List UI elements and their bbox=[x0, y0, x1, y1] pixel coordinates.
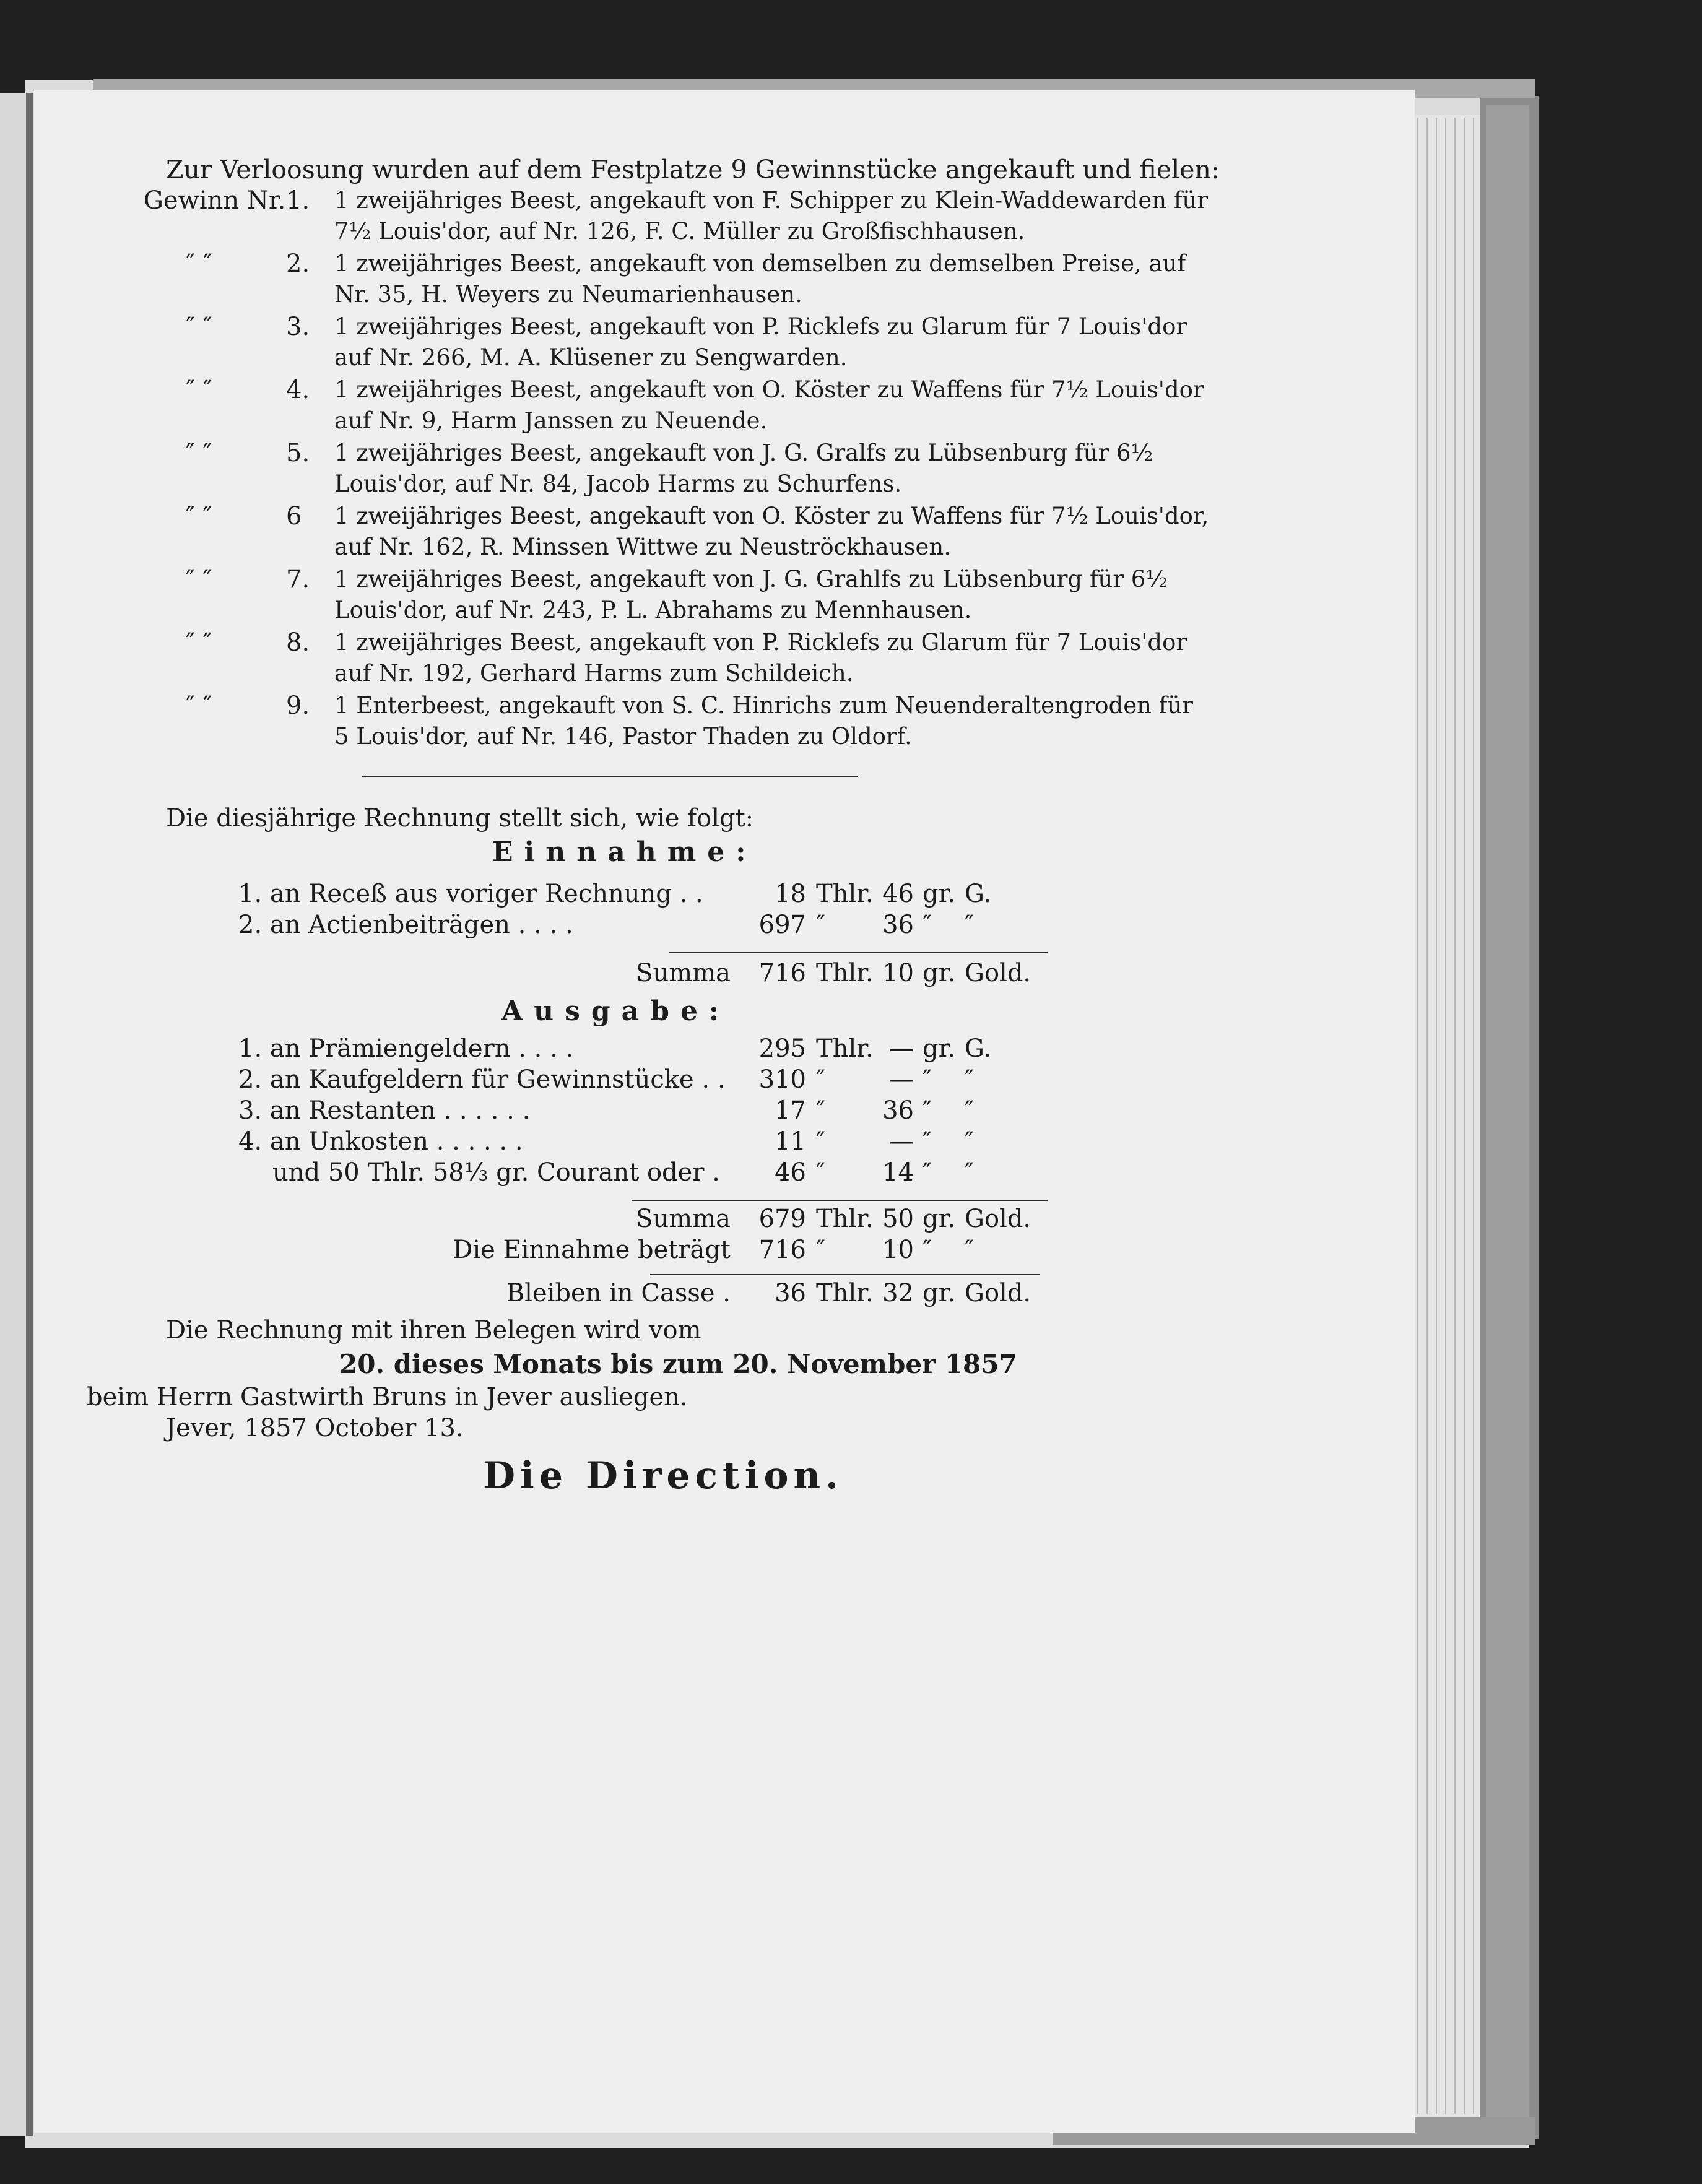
unit-currency: ″ bbox=[965, 1065, 974, 1094]
unit-currency: Gold. bbox=[965, 1279, 1031, 1307]
prize-number: 9. bbox=[286, 691, 310, 720]
amount-thaler: 295 bbox=[758, 1034, 806, 1063]
unit-currency: ″ bbox=[965, 1096, 974, 1125]
prize-line-2: 5 Louis'dor, auf Nr. 146, Pastor Thaden zu Oldorf. bbox=[334, 723, 912, 750]
prize-label: ″ ″ bbox=[186, 691, 212, 720]
row-label: 1. an Prämiengeldern . . . . bbox=[238, 1034, 574, 1063]
expense-sum-rule bbox=[632, 1200, 1048, 1201]
amount-thaler: 11 bbox=[775, 1127, 806, 1156]
prize-line-2: Louis'dor, auf Nr. 84, Jacob Harms zu Schurfens. bbox=[334, 470, 902, 497]
prize-number: 3. bbox=[286, 313, 310, 341]
amount-thaler: 716 bbox=[758, 959, 806, 987]
amount-groschen: — bbox=[889, 1034, 914, 1063]
unit-thaler: ″ bbox=[816, 911, 825, 939]
prize-label: ″ ″ bbox=[186, 565, 212, 594]
row-label: 3. an Restanten . . . . . . bbox=[238, 1096, 531, 1125]
prize-label: ″ ″ bbox=[186, 313, 212, 341]
prize-label: ″ ″ bbox=[186, 502, 212, 531]
amount-thaler: 46 bbox=[775, 1158, 806, 1187]
signature: Die Direction. bbox=[483, 1454, 844, 1497]
prize-line-1: 1 zweijähriges Beest, angekauft von O. Köster zu Waffens für 7½ Louis'dor, bbox=[334, 503, 1209, 529]
row-label: und 50 Thlr. 58⅓ gr. Courant oder . bbox=[272, 1158, 720, 1187]
unit-groschen: ″ bbox=[923, 1065, 932, 1094]
unit-currency: ″ bbox=[965, 1158, 974, 1187]
prize-label: ″ ″ bbox=[186, 439, 212, 467]
amount-groschen: 14 bbox=[882, 1158, 914, 1187]
amount-thaler: 18 bbox=[775, 880, 806, 908]
prize-number: 8. bbox=[286, 628, 310, 657]
unit-thaler: Thlr. bbox=[816, 880, 874, 908]
prize-line-1: 1 Enterbeest, angekauft von S. C. Hinrichs zum Neuenderaltengroden für bbox=[334, 692, 1193, 719]
amount-thaler: 716 bbox=[758, 1236, 806, 1264]
income-heading: Einnahme: bbox=[492, 836, 757, 868]
prize-line-1: 1 zweijähriges Beest, angekauft von P. Ricklefs zu Glarum für 7 Louis'dor bbox=[334, 313, 1187, 340]
unit-thaler: Thlr. bbox=[816, 1279, 874, 1307]
prize-line-1: 1 zweijähriges Beest, angekauft von F. Schipper zu Klein-Waddewarden für bbox=[334, 187, 1209, 214]
prize-line-1: 1 zweijähriges Beest, angekauft von J. G. Gralfs zu Lübsenburg für 6½ bbox=[334, 440, 1153, 466]
prize-label: ″ ″ bbox=[186, 376, 212, 404]
prize-number: 4. bbox=[286, 376, 310, 404]
unit-currency: ″ bbox=[965, 1127, 974, 1156]
row-label: 4. an Unkosten . . . . . . bbox=[238, 1127, 523, 1156]
account-intro: Die diesjährige Rechnung stellt sich, wie folgt: bbox=[166, 804, 754, 833]
balance-rule bbox=[650, 1274, 1040, 1275]
unit-thaler: Thlr. bbox=[816, 959, 874, 987]
prize-label: ″ ″ bbox=[186, 628, 212, 657]
closing-line-2: 20. dieses Monats bis zum 20. November 1857 bbox=[339, 1349, 1017, 1379]
unit-thaler: ″ bbox=[816, 1065, 825, 1094]
amount-groschen: 50 bbox=[882, 1205, 914, 1233]
unit-currency: G. bbox=[965, 1034, 992, 1063]
prize-label: Gewinn Nr. bbox=[144, 186, 286, 215]
amount-groschen: 32 bbox=[882, 1279, 914, 1307]
unit-thaler: ″ bbox=[816, 1096, 825, 1125]
unit-groschen: ″ bbox=[923, 1236, 932, 1264]
income-sum-rule bbox=[669, 952, 1048, 953]
prize-number: 5. bbox=[286, 439, 310, 467]
place-date: Jever, 1857 October 13. bbox=[166, 1414, 464, 1442]
separator-rule bbox=[362, 776, 858, 777]
prize-line-1: 1 zweijähriges Beest, angekauft von P. Ricklefs zu Glarum für 7 Louis'dor bbox=[334, 629, 1187, 656]
unit-groschen: gr. bbox=[923, 1279, 956, 1307]
row-label: Die Einnahme beträgt bbox=[453, 1236, 731, 1264]
prize-line-1: 1 zweijähriges Beest, angekauft von O. Köster zu Waffens für 7½ Louis'dor bbox=[334, 376, 1204, 403]
prize-line-2: auf Nr. 9, Harm Janssen zu Neuende. bbox=[334, 407, 768, 434]
amount-groschen: 10 bbox=[882, 959, 914, 987]
amount-thaler: 310 bbox=[758, 1065, 806, 1094]
row-label: 2. an Kaufgeldern für Gewinnstücke . . bbox=[238, 1065, 726, 1094]
prize-line-2: auf Nr. 192, Gerhard Harms zum Schildeich. bbox=[334, 660, 854, 687]
unit-thaler: Thlr. bbox=[816, 1034, 874, 1063]
row-label: Bleiben in Casse . bbox=[506, 1279, 731, 1307]
amount-groschen: 36 bbox=[882, 911, 914, 939]
amount-thaler: 679 bbox=[758, 1205, 806, 1233]
amount-groschen: — bbox=[889, 1065, 914, 1094]
prize-line-1: 1 zweijähriges Beest, angekauft von demselben zu demselben Preise, auf bbox=[334, 250, 1186, 277]
unit-currency: G. bbox=[965, 880, 992, 908]
intro-line: Zur Verloosung wurden auf dem Festplatze 9 Gewinnstücke angekauft und fielen: bbox=[166, 155, 1220, 184]
expense-heading: Ausgabe: bbox=[501, 995, 731, 1027]
unit-thaler: Thlr. bbox=[816, 1205, 874, 1233]
unit-groschen: gr. bbox=[923, 880, 956, 908]
prize-number: 7. bbox=[286, 565, 310, 594]
unit-groschen: ″ bbox=[923, 1158, 932, 1187]
prize-number: 6 bbox=[286, 502, 302, 531]
unit-groschen: gr. bbox=[923, 959, 956, 987]
amount-thaler: 697 bbox=[758, 911, 806, 939]
amount-groschen: 10 bbox=[882, 1236, 914, 1264]
unit-thaler: ″ bbox=[816, 1236, 825, 1264]
unit-groschen: ″ bbox=[923, 911, 932, 939]
unit-thaler: ″ bbox=[816, 1127, 825, 1156]
row-label: Summa bbox=[636, 959, 731, 987]
prize-number: 1. bbox=[286, 186, 310, 215]
unit-groschen: ″ bbox=[923, 1096, 932, 1125]
closing-line-1: Die Rechnung mit ihren Belegen wird vom bbox=[166, 1316, 701, 1345]
amount-groschen: 46 bbox=[882, 880, 914, 908]
prize-line-1: 1 zweijähriges Beest, angekauft von J. G. Grahlfs zu Lübsenburg für 6½ bbox=[334, 566, 1168, 592]
prize-line-2: Louis'dor, auf Nr. 243, P. L. Abrahams zu Mennhausen. bbox=[334, 597, 972, 623]
amount-thaler: 17 bbox=[775, 1096, 806, 1125]
prize-label: ″ ″ bbox=[186, 249, 212, 278]
row-label: 2. an Actienbeiträgen . . . . bbox=[238, 911, 573, 939]
prize-line-2: Nr. 35, H. Weyers zu Neumarienhausen. bbox=[334, 281, 802, 308]
row-label: Summa bbox=[636, 1205, 731, 1233]
closing-line-3: beim Herrn Gastwirth Bruns in Jever ausliegen. bbox=[87, 1383, 688, 1411]
unit-groschen: gr. bbox=[923, 1034, 956, 1063]
prize-number: 2. bbox=[286, 249, 310, 278]
unit-currency: ″ bbox=[965, 1236, 974, 1264]
unit-currency: Gold. bbox=[965, 959, 1031, 987]
row-label: 1. an Receß aus voriger Rechnung . . bbox=[238, 880, 703, 908]
unit-groschen: ″ bbox=[923, 1127, 932, 1156]
prize-line-2: auf Nr. 266, M. A. Klüsener zu Sengwarden. bbox=[334, 344, 848, 371]
unit-currency: ″ bbox=[965, 911, 974, 939]
unit-thaler: ″ bbox=[816, 1158, 825, 1187]
prize-line-2: 7½ Louis'dor, auf Nr. 126, F. C. Müller zu Großfischhausen. bbox=[334, 218, 1025, 245]
amount-thaler: 36 bbox=[775, 1279, 806, 1307]
prize-line-2: auf Nr. 162, R. Minssen Wittwe zu Neuströckhausen. bbox=[334, 534, 952, 560]
amount-groschen: — bbox=[889, 1127, 914, 1156]
amount-groschen: 36 bbox=[882, 1096, 914, 1125]
unit-groschen: gr. bbox=[923, 1205, 956, 1233]
unit-currency: Gold. bbox=[965, 1205, 1031, 1233]
